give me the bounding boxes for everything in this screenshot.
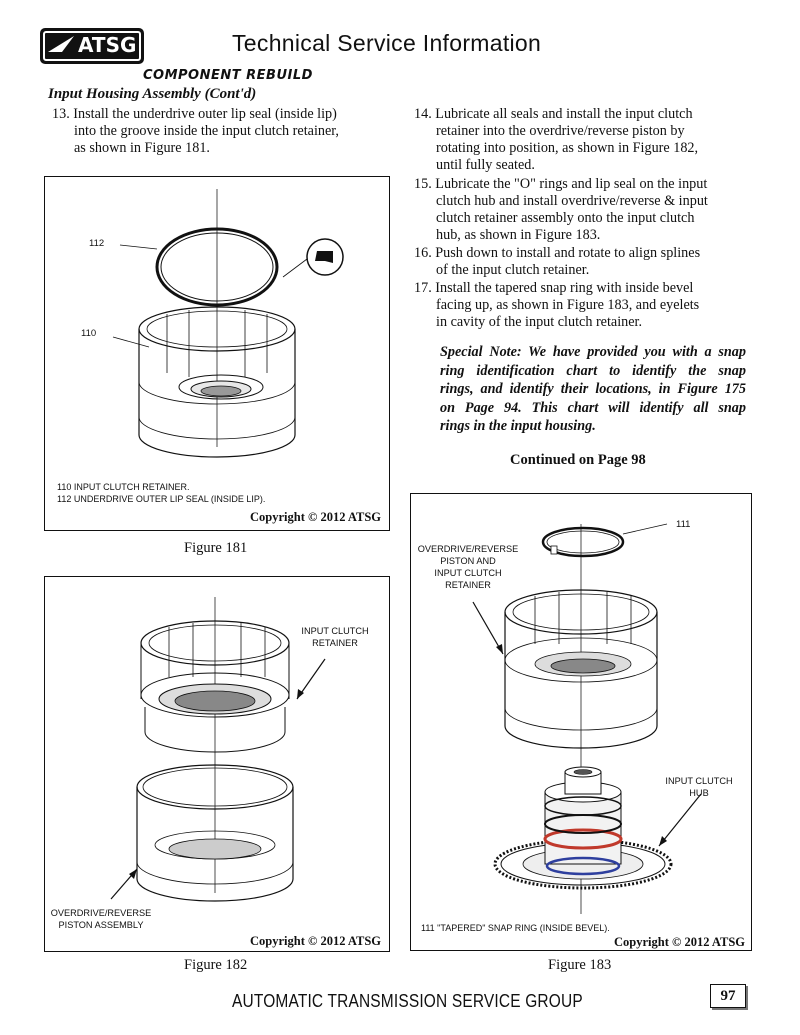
page-number: 97 — [710, 984, 746, 1008]
step-line: Install the underdrive outer lip seal (inside lip) — [73, 106, 337, 122]
step-line: facing up, as shown in Figure 183, and eyelets — [436, 297, 700, 313]
label-112: 112 — [89, 238, 105, 249]
step-line: Lubricate all seals and install the input clutch — [435, 106, 693, 122]
figure-183-box — [410, 493, 752, 951]
legend-line: 112 UNDERDRIVE OUTER LIP SEAL (INSIDE LIP). — [57, 493, 266, 504]
logo-text: ATSG — [78, 33, 137, 57]
step-line: into the groove inside the input clutch retainer, — [74, 123, 339, 139]
step-line: hub, as shown in Figure 183. — [436, 227, 601, 243]
step-13 — [52, 106, 392, 157]
figure-181-box — [44, 176, 390, 531]
copyright: Copyright © 2012 ATSG — [614, 935, 745, 949]
special-note-line: ring identification chart to identify the snap — [440, 362, 746, 379]
callout-line: OVERDRIVE/REVERSE — [50, 908, 152, 918]
atsg-logo — [40, 28, 144, 64]
legend-line: 110 INPUT CLUTCH RETAINER. — [57, 482, 190, 492]
step-number: 16. — [414, 245, 432, 261]
label-111: 111 — [676, 519, 691, 530]
figure-181-illustration — [45, 177, 389, 530]
figure-182-box — [44, 576, 390, 952]
figure-182-caption: Figure 182 — [184, 957, 248, 973]
copyright: Copyright © 2012 ATSG — [250, 510, 381, 524]
step-line: clutch hub and install overdrive/reverse & input — [436, 193, 708, 209]
figure-181-legend — [57, 482, 265, 505]
callout-line: RETAINER — [312, 638, 358, 648]
callout-line: INPUT CLUTCH — [301, 626, 369, 636]
figure-183-caption: Figure 183 — [548, 957, 612, 973]
figure-183-legend: 111 "TAPERED" SNAP RING (INSIDE BEVEL). — [421, 923, 610, 933]
step-line: as shown in Figure 181. — [74, 140, 210, 156]
step-16 — [414, 245, 764, 279]
callout-overdrive-reverse-piston-retainer — [413, 543, 523, 591]
step-line: Lubricate the "O" rings and lip seal on the input — [435, 176, 708, 192]
step-line: retainer into the overdrive/reverse piston by — [436, 123, 685, 139]
callout-line: PISTON ASSEMBLY — [58, 920, 144, 930]
special-note-line: rings in the input housing. — [440, 418, 596, 434]
step-line: Push down to install and rotate to align splines — [435, 245, 701, 261]
callout-input-clutch-retainer — [295, 625, 375, 649]
step-line: rotating into position, as shown in Figure 182, — [436, 140, 699, 156]
step-number: 14. — [414, 106, 432, 122]
step-line: in cavity of the input clutch retainer. — [436, 314, 643, 330]
step-number: 17. — [414, 280, 432, 296]
step-line: of the input clutch retainer. — [436, 262, 590, 278]
header-title: Technical Service Information — [232, 30, 542, 56]
continued-note: Continued on Page 98 — [510, 452, 646, 468]
callout-input-clutch-hub — [659, 775, 739, 799]
special-note-line: on Page 94. This chart will identify all snap — [440, 399, 746, 416]
step-17 — [414, 280, 764, 331]
copyright: Copyright © 2012 ATSG — [250, 934, 381, 948]
special-note-line: rings, and identify their locations, in Figure 175 — [440, 381, 746, 397]
callout-line: HUB — [689, 788, 709, 798]
callout-line: RETAINER — [445, 580, 491, 590]
step-line: Install the tapered snap ring with inside bevel — [435, 280, 694, 296]
callout-line: OVERDRIVE/REVERSE — [417, 544, 519, 554]
step-line: until fully seated. — [436, 157, 535, 173]
step-15 — [414, 176, 764, 244]
step-line: clutch retainer assembly onto the input clutch — [436, 210, 695, 226]
section-heading: COMPONENT REBUILD — [143, 68, 313, 83]
callout-line: INPUT CLUTCH — [665, 776, 733, 786]
subsection-title: Input Housing Assembly (Cont'd) — [48, 86, 257, 102]
callout-overdrive-reverse-piston — [49, 907, 153, 931]
special-note — [440, 343, 746, 436]
label-110: 110 — [81, 328, 97, 339]
footer-text: AUTOMATIC TRANSMISSION SERVICE GROUP — [232, 991, 583, 1011]
special-note-line: Special Note: We have provided you with a snap — [440, 344, 746, 360]
logo-arrow-icon — [48, 36, 74, 52]
step-number: 15. — [414, 176, 432, 192]
step-14 — [414, 106, 764, 174]
step-number: 13. — [52, 106, 70, 122]
figure-181-caption: Figure 181 — [184, 540, 248, 556]
callout-line: INPUT CLUTCH — [434, 568, 502, 578]
callout-line: PISTON AND — [440, 556, 496, 566]
